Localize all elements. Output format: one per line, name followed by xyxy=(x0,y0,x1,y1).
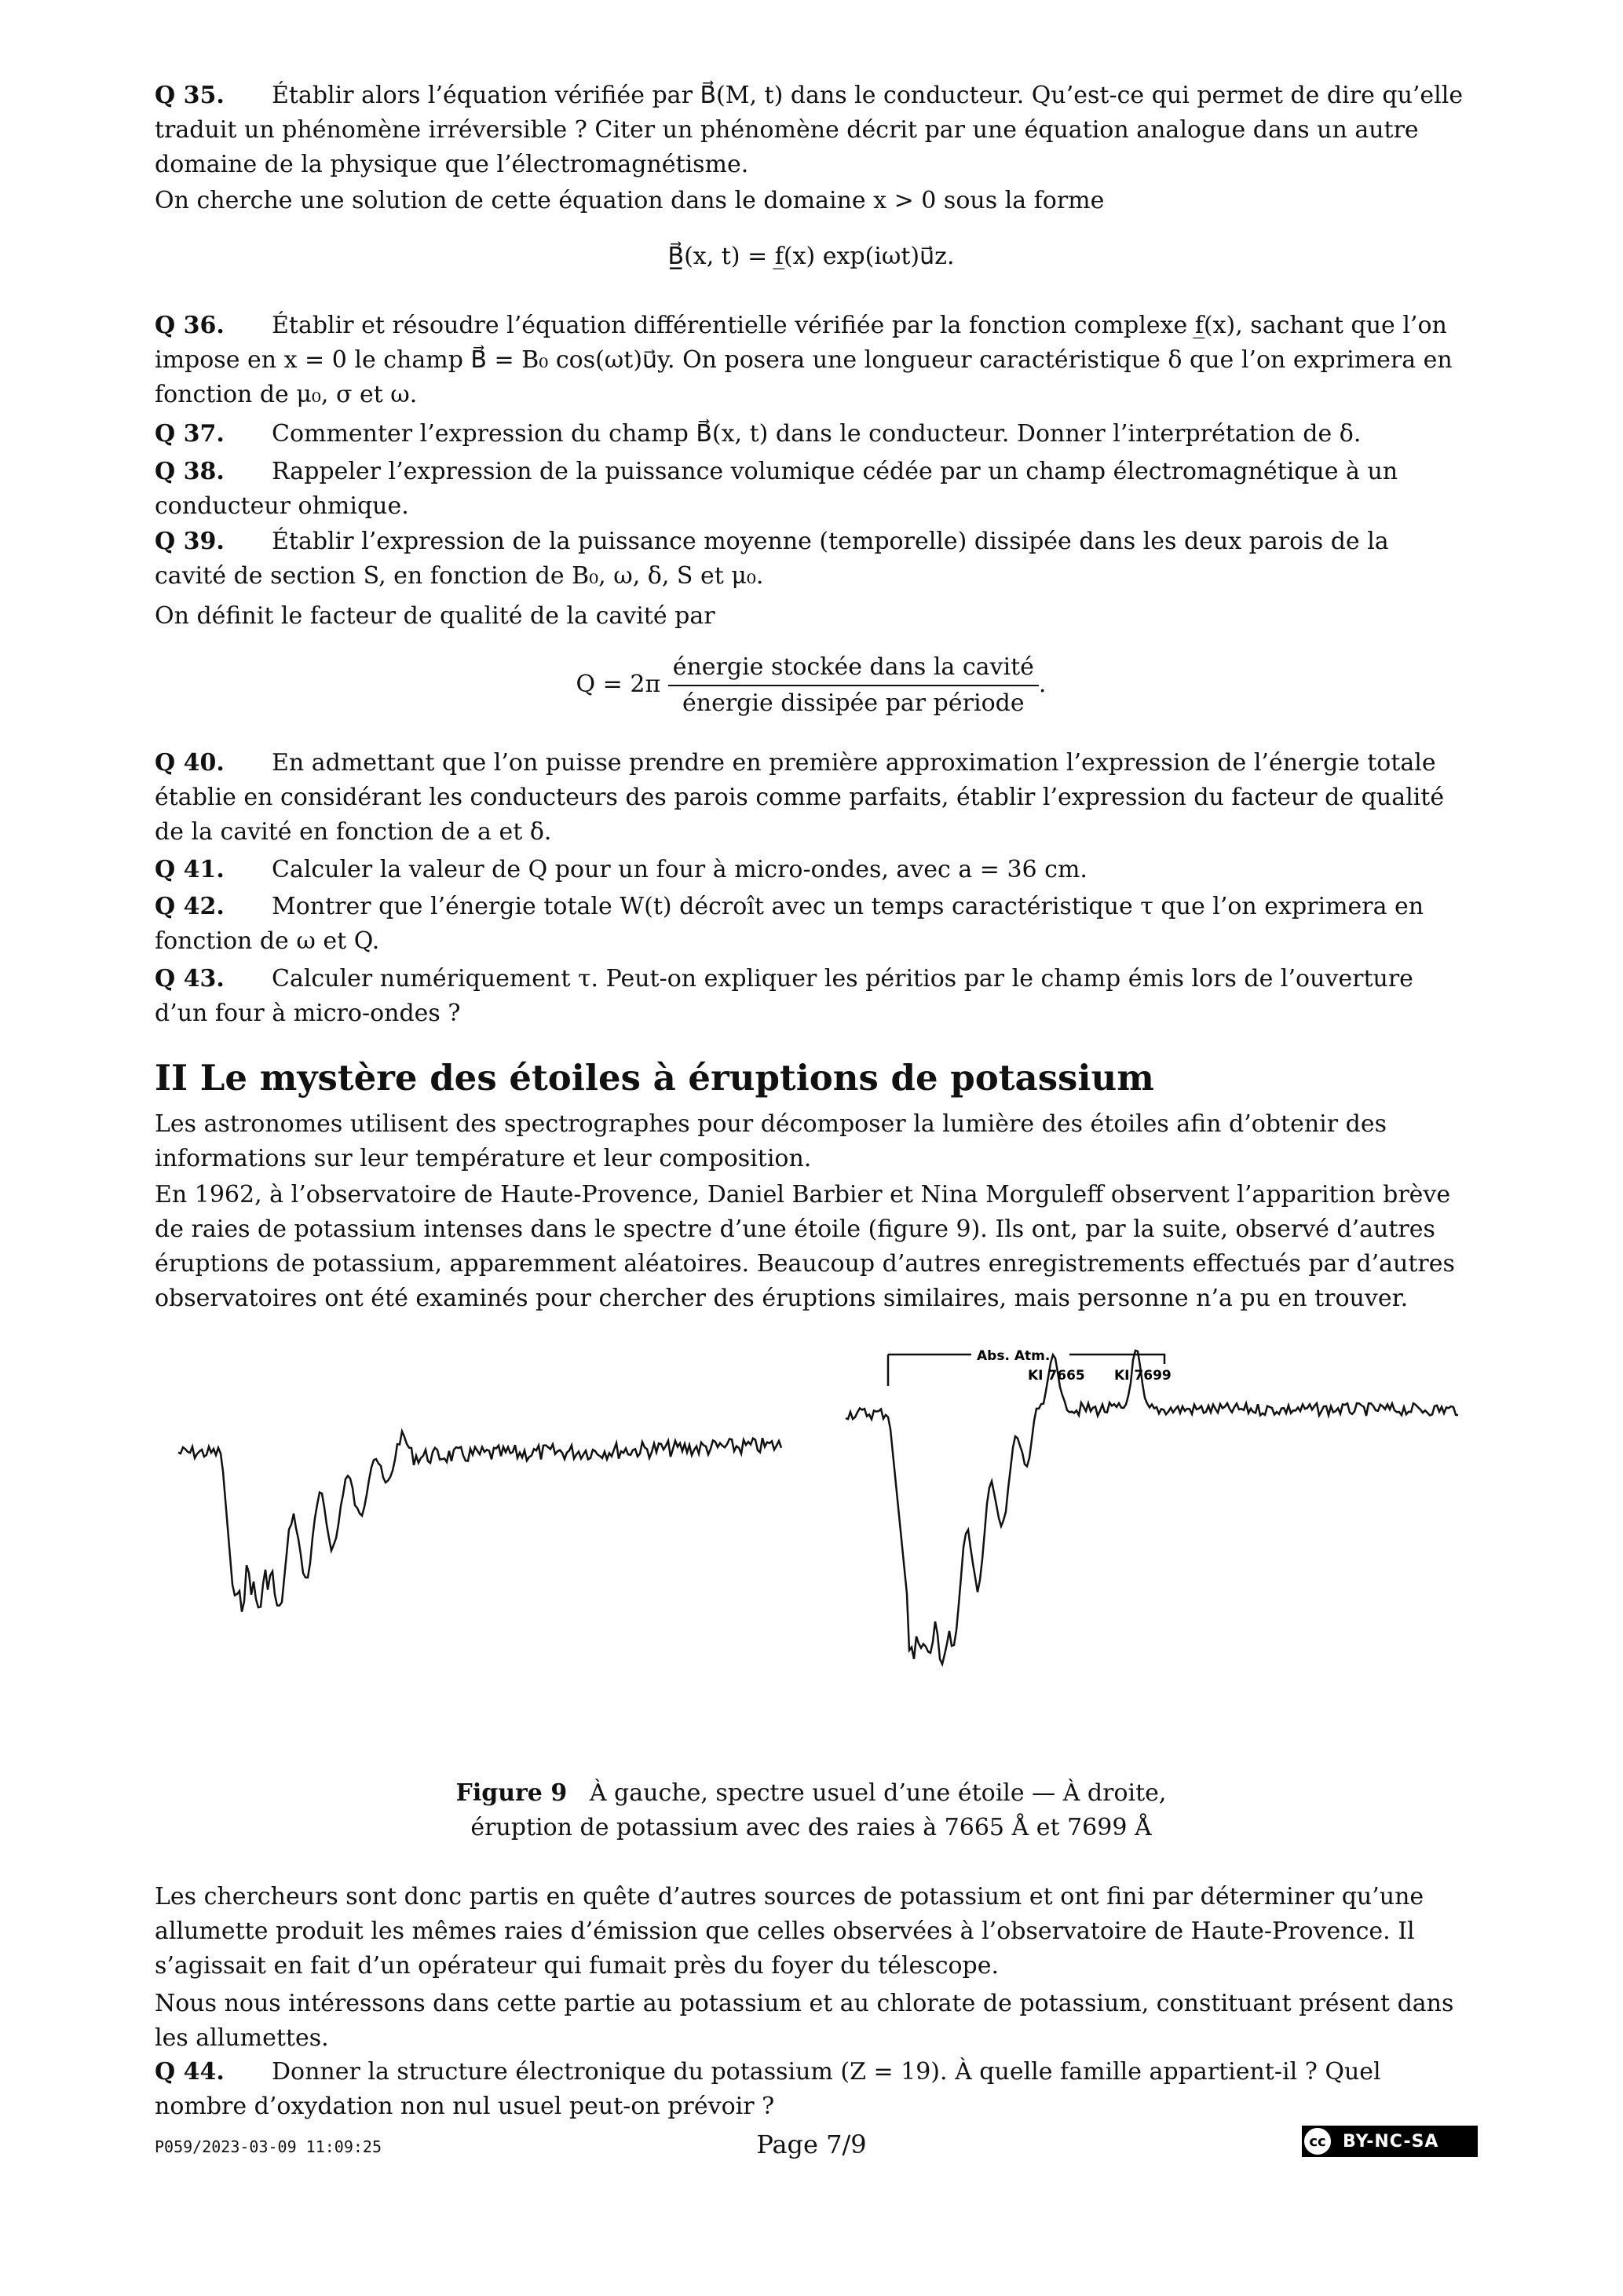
question-35 xyxy=(155,79,1468,182)
question-text: Donner la structure électronique du potassium (Z = 19). À quelle famille appartient-il ? Quel nombre d’oxydation non nul usuel peut-on prévoir ? xyxy=(155,2058,1381,2120)
question-number: Q 35. xyxy=(155,82,225,109)
question-42 xyxy=(155,890,1468,959)
caption-label: Figure 9 xyxy=(455,1779,568,1807)
k7699-label: KI 7699 xyxy=(1114,1368,1172,1384)
intro-solution: On cherche une solution de cette équation dans le domaine x > 0 sous la forme xyxy=(155,187,1105,214)
license-text: BY-NC-SA xyxy=(1343,2131,1439,2152)
fraction-denominator: énergie dissipée par période xyxy=(682,689,1025,717)
section-paragraph-1: Les astronomes utilisent des spectrographes pour décomposer la lumière des étoiles afin d’obtenir des informations sur leur température et leur composition. xyxy=(155,1110,1387,1172)
section-title: II Le mystère des étoiles à éruptions de potassium xyxy=(155,1057,1154,1099)
abs-atm-label: Abs. Atm. xyxy=(977,1348,1051,1364)
question-36 xyxy=(155,309,1468,412)
question-37 xyxy=(155,417,1468,452)
question-number: Q 40. xyxy=(155,749,225,777)
question-text: En admettant que l’on puisse prendre en première approximation l’expression de l’énergie totale établie en considérant les conducteurs des parois comme parfaits, établir l’expression du facteur de qualité de la cavité en fonction de a et δ. xyxy=(155,749,1445,846)
section-paragraph-4: Nous nous intéressons dans cette partie au potassium et au chlorate de potassium, constituant présent dans les allumettes. xyxy=(155,1990,1454,2052)
k7665-label: KI 7665 xyxy=(1028,1368,1085,1384)
question-40 xyxy=(155,746,1468,850)
document-id: P059/2023-03-09 11:09:25 xyxy=(155,2137,382,2156)
caption-line-2: éruption de potassium avec des raies à 7665 Å et 7699 Å xyxy=(470,1814,1152,1841)
spectrum-left-curve xyxy=(178,1431,781,1612)
section-paragraph-3: Les chercheurs sont donc partis en quête d’autres sources de potassium et ont fini par déterminer qu’une allumette produit les mêmes raies d’émission que celles observées à l’observatoire de Haute-Provence. Il s’agissait en fait d’un opérateur qui fumait près du foyer du télescope. xyxy=(155,1883,1424,1980)
question-number: Q 43. xyxy=(155,965,225,993)
question-text: Calculer la valeur de Q pour un four à micro-ondes, avec a = 36 cm. xyxy=(272,856,1087,883)
question-44 xyxy=(155,2055,1468,2124)
question-number: Q 42. xyxy=(155,893,225,920)
figure-9 xyxy=(155,1331,1468,1771)
question-text: Rappeler l’expression de la puissance volumique cédée par un champ électromagnétique à un conducteur ohmique. xyxy=(155,458,1398,520)
question-number: Q 38. xyxy=(155,458,225,485)
fraction-numerator: énergie stockée dans la cavité xyxy=(668,652,1039,686)
page-number: Page 7/9 xyxy=(756,2130,867,2159)
question-43 xyxy=(155,962,1468,1031)
spectrum-right-curve xyxy=(846,1351,1458,1664)
caption-line-1: À gauche, spectre usuel d’une étoile — À droite, xyxy=(589,1779,1167,1807)
equation-end: . xyxy=(1038,671,1047,698)
question-number: Q 37. xyxy=(155,420,225,448)
question-39 xyxy=(155,525,1468,594)
intro-quality: On définit le facteur de qualité de la cavité par xyxy=(155,602,715,630)
question-text: Commenter l’expression du champ B⃗(x, t) dans le conducteur. Donner l’interprétation de δ. xyxy=(272,420,1362,448)
question-text: Établir et résoudre l’équation différentielle vérifiée par la fonction complexe f̲(x), sachant que l’on impose en x = 0 le champ B⃗ = B₀ cos(ωt)u⃗y. On posera une longueur caractéristique δ que l’on exprimera en fonction de μ₀, σ et ω. xyxy=(155,312,1453,408)
question-number: Q 44. xyxy=(155,2058,225,2086)
spectrum-figure xyxy=(155,1331,1468,1771)
question-number: Q 36. xyxy=(155,312,225,339)
question-text: Calculer numériquement τ. Peut-on expliquer les péritios par le champ émis lors de l’ouverture d’un four à micro-ondes ? xyxy=(155,965,1413,1027)
question-41 xyxy=(155,853,1468,887)
question-number: Q 39. xyxy=(155,528,225,555)
question-text: Établir l’expression de la puissance moyenne (temporelle) dissipée dans les deux parois de la cavité de section S, en fonction de B₀, ω, δ, S et μ₀. xyxy=(155,528,1389,590)
equation-quality xyxy=(155,652,1468,719)
cc-icon: cc xyxy=(1302,2126,1333,2157)
equation-lhs: Q = 2π xyxy=(576,671,661,698)
question-number: Q 41. xyxy=(155,856,225,883)
license-badge xyxy=(1302,2126,1478,2157)
question-text: Établir alors l’équation vérifiée par B⃗(M, t) dans le conducteur. Qu’est-ce qui permet de dire qu’elle traduit un phénomène irréversible ? Citer un phénomène décrit par une équation analogue dans un autre domaine de la physique que l’électromagnétisme. xyxy=(155,82,1464,178)
figure-caption xyxy=(155,1776,1468,1845)
question-38 xyxy=(155,455,1468,524)
section-paragraph-2: En 1962, à l’observatoire de Haute-Provence, Daniel Barbier et Nina Morguleff observent l’apparition brève de raies de potassium intenses dans le spectre d’une étoile (figure 9). Ils ont, par la suite, observé d’autres éruptions de potassium, apparemment aléatoires. Beaucoup d’autres enregistrements effectués par d’autres observatoires ont été examinés pour chercher des éruptions similaires, mais personne n’a pu en trouver. xyxy=(155,1181,1455,1312)
equation-fraction xyxy=(668,652,1039,719)
question-text: Montrer que l’énergie totale W(t) décroît avec un temps caractéristique τ que l’on exprimera en fonction de ω et Q. xyxy=(155,893,1424,955)
equation-solution: B̲⃗(x, t) = f̲(x) exp(iωt)u⃗z. xyxy=(667,243,955,270)
